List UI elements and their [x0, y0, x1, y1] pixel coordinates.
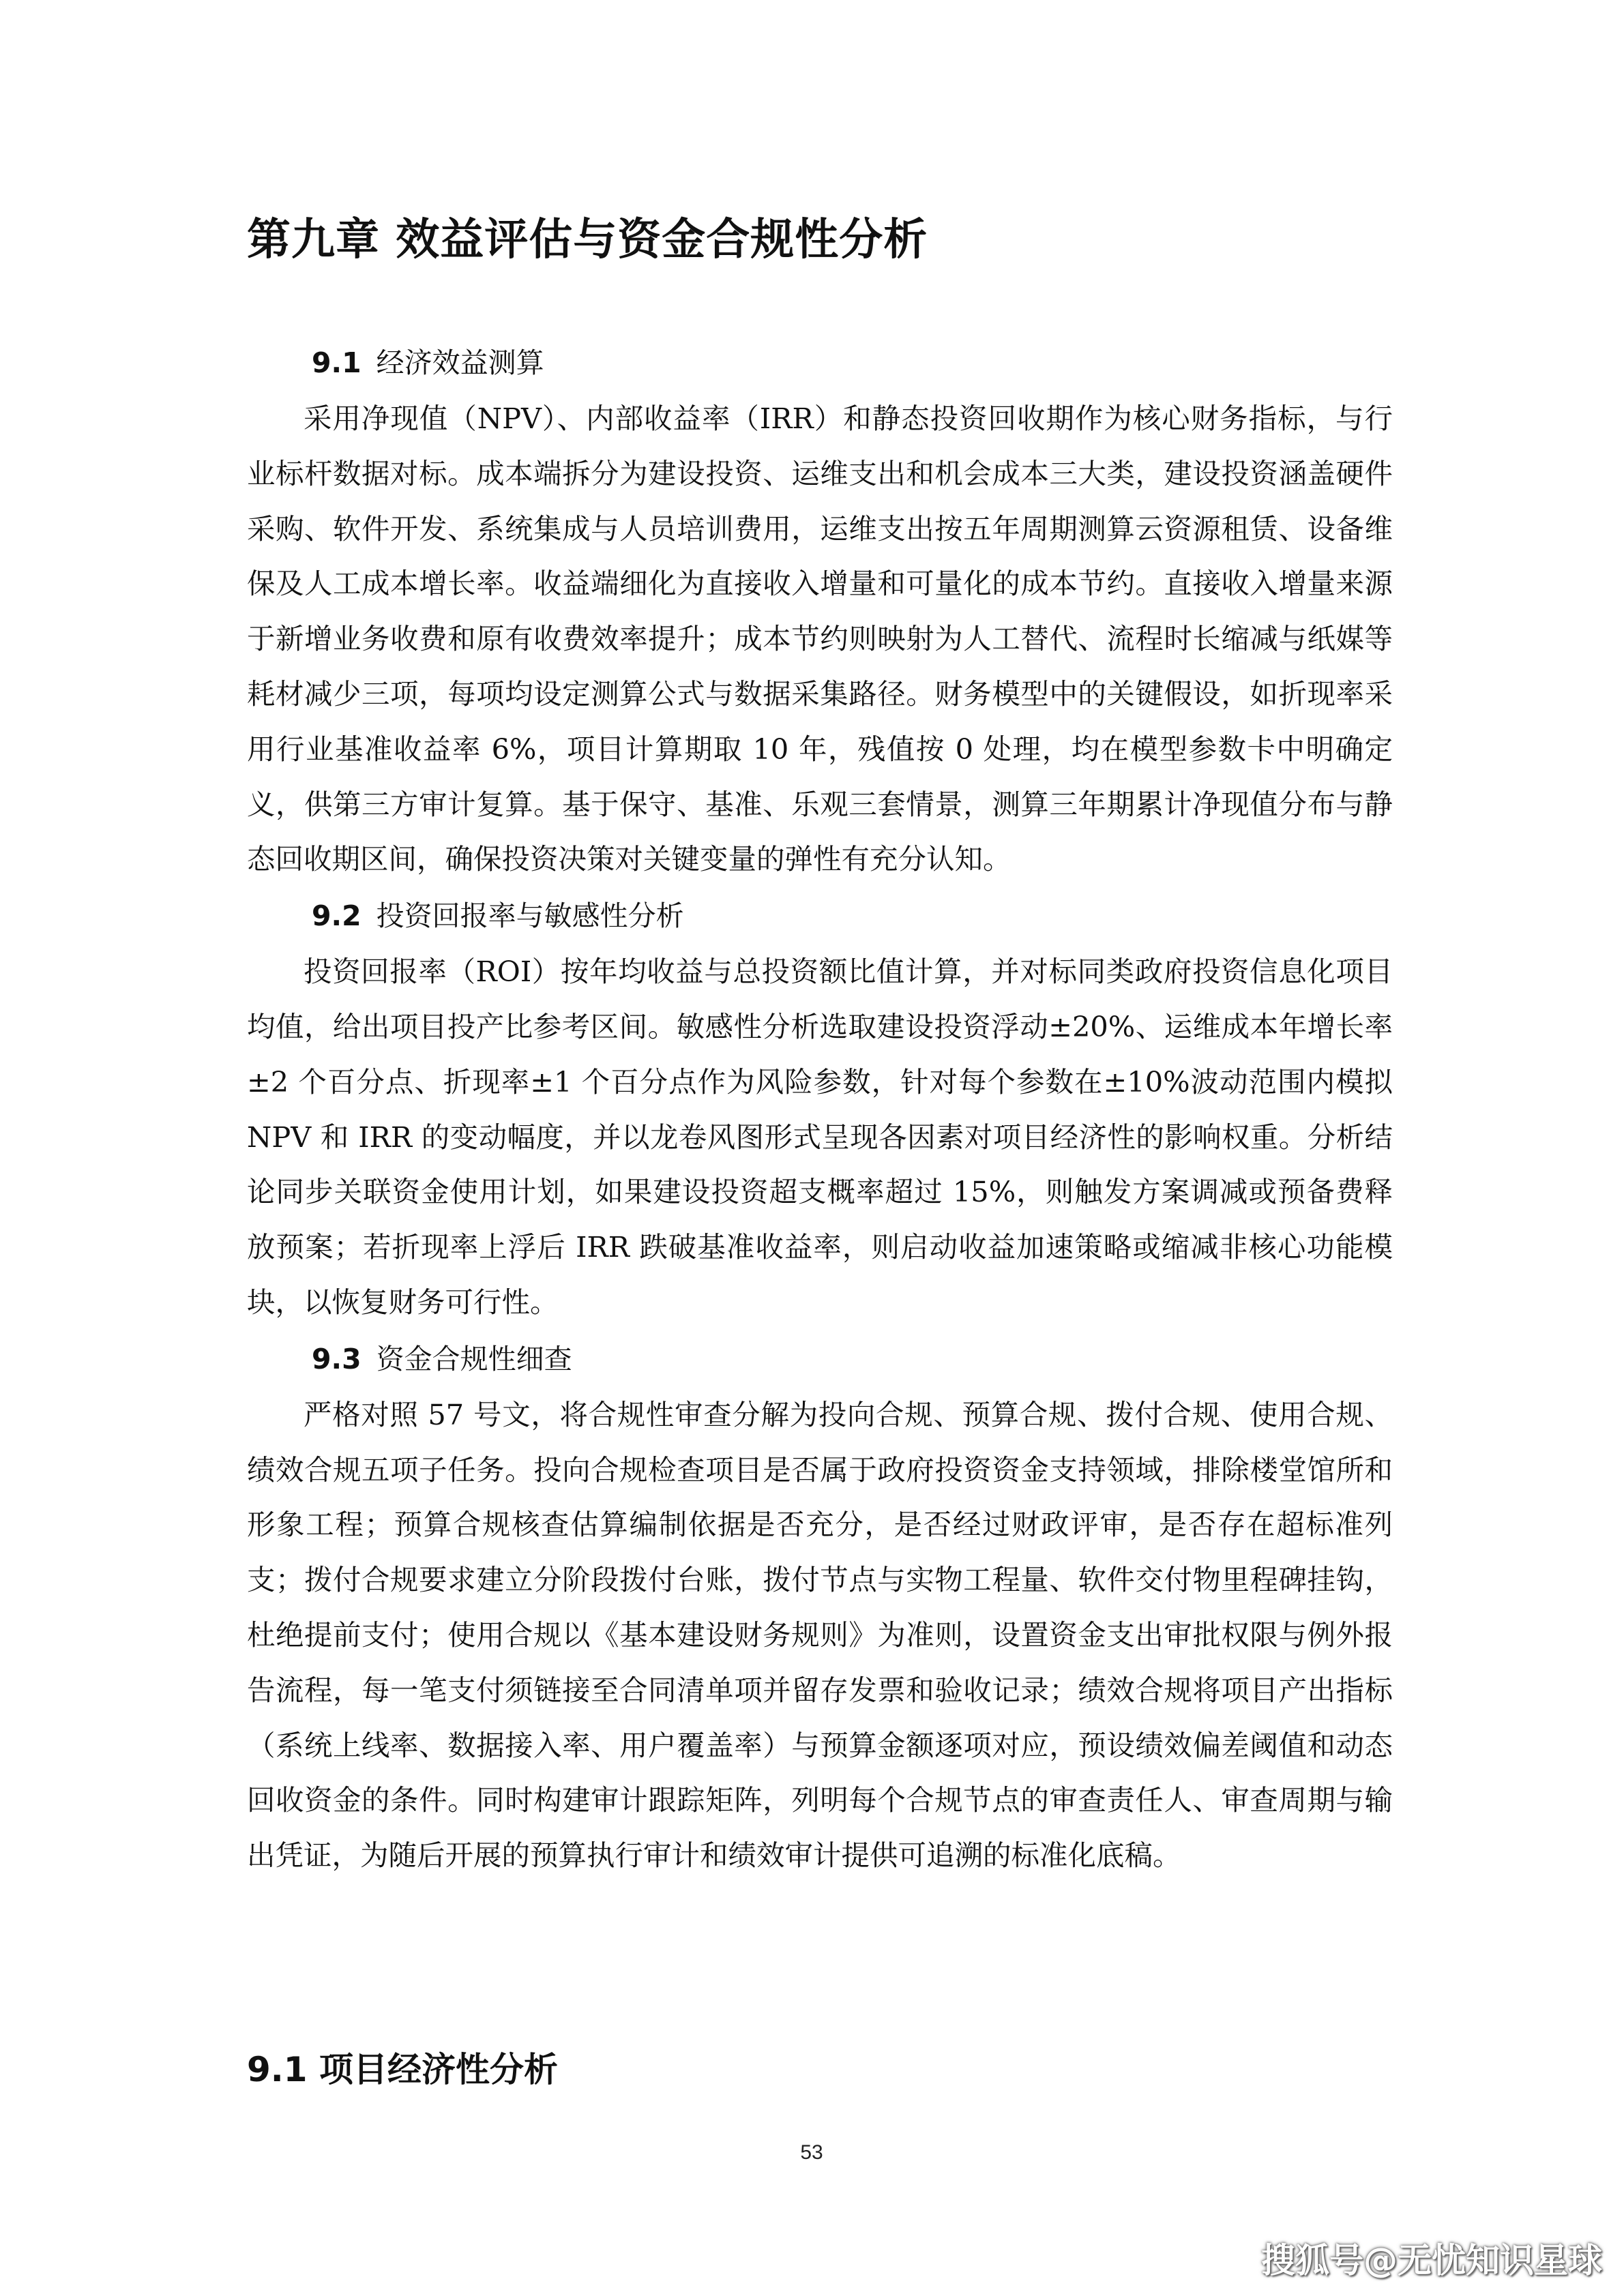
section-heading-9-2 [247, 887, 1393, 944]
section-paragraph-9-2: 投资回报率（ROI）按年均收益与总投资额比值计算，并对标同类政府投资信息化项目均值，给出项目投产比参考区间。敏感性分析选取建设投资浮动±20%、运维成本年增长率±2 个百分点、折现率±1 个百分点作为风险参数，针对每个参数在±10%波动范围内模拟 NPV 和 IRR 的变动幅度，并以龙卷风图形式呈现各因素对项目经济性的影响权重。分析结论同步关联资金使用计划，如果建设投资超支概率超过 15%，则触发方案调减或预备费释放预案；若折现率上浮后 IRR 跌破基准收益率，则启动收益加速策略或缩减非核心功能模块，以恢复财务可行性。 [247, 955, 1393, 1319]
watermark: 搜狐号@无忧知识星球 [1261, 2241, 1602, 2280]
chapter-title: 第九章 效益评估与资金合规性分析 [247, 215, 928, 265]
section-number: 9.2 [312, 899, 361, 933]
section-title: 资金合规性细查 [376, 1342, 572, 1375]
section-paragraph-9-3: 严格对照 57 号文，将合规性审查分解为投向合规、预算合规、拨付合规、使用合规、绩效合规五项子任务。投向合规检查项目是否属于政府投资资金支持领域，排除楼堂馆所和形象工程；预算合规核查估算编制依据是否充分，是否经过财政评审，是否存在超标准列支；拨付合规要求建立分阶段拨付台账，拨付节点与实物工程量、软件交付物里程碑挂钩，杜绝提前支付；使用合规以《基本建设财务规则》为准则，设置资金支出审批权限与例外报告流程，每一笔支付须链接至合同清单项并留存发票和验收记录；绩效合规将项目产出指标（系统上线率、数据接入率、用户覆盖率）与预算金额逐项对应，预设绩效偏差阈值和动态回收资金的条件。同时构建审计跟踪矩阵，列明每个合规节点的审查责任人、审查周期与输出凭证，为随后开展的预算执行审计和绩效审计提供可追溯的标准化底稿。 [247, 1397, 1393, 1873]
section-title: 经济效益测算 [376, 346, 544, 379]
section-number: 9.1 [312, 346, 361, 379]
chapter-content [247, 334, 1393, 1883]
section-heading-9-1 [247, 334, 1393, 391]
next-section-title: 9.1 项目经济性分析 [247, 2050, 558, 2089]
section-paragraph-9-1: 采用净现值（NPV）、内部收益率（IRR）和静态投资回收期作为核心财务指标，与行业标杆数据对标。成本端拆分为建设投资、运维支出和机会成本三大类，建设投资涵盖硬件采购、软件开发、系统集成与人员培训费用，运维支出按五年周期测算云资源租赁、设备维保及人工成本增长率。收益端细化为直接收入增量和可量化的成本节约。直接收入增量来源于新增业务收费和原有收费效率提升；成本节约则映射为人工替代、流程时长缩减与纸媒等耗材减少三项，每项均设定测算公式与数据采集路径。财务模型中的关键假设，如折现率采用行业基准收益率 6%，项目计算期取 10 年，残值按 0 处理，均在模型参数卡中明确定义，供第三方审计复算。基于保守、基准、乐观三套情景，测算三年期累计净现值分布与静态回收期区间，确保投资决策对关键变量的弹性有充分认知。 [247, 402, 1393, 876]
section-number: 9.3 [312, 1342, 361, 1375]
section-title: 投资回报率与敏感性分析 [376, 899, 684, 933]
page-number: 53 [800, 2141, 823, 2164]
section-heading-9-3 [247, 1330, 1393, 1388]
